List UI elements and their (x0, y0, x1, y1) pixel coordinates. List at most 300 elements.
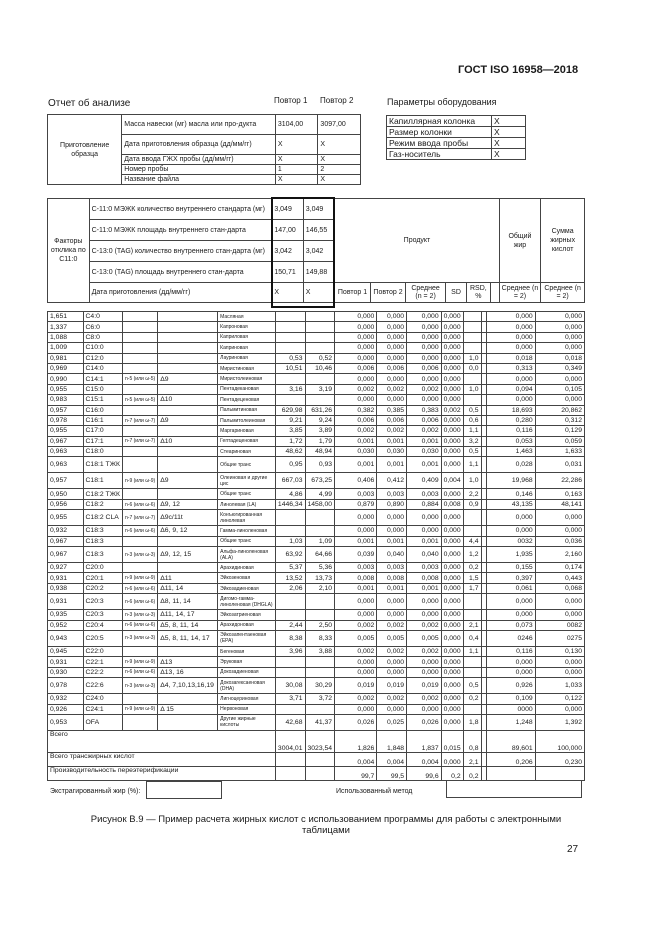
fatty-acid-code: C20:2 (83, 583, 123, 593)
result-rsd: 0,2 (463, 563, 481, 573)
table-row (48, 547, 585, 563)
result-r2: 0,002 (377, 384, 407, 394)
fatty-acid-code: C6:0 (83, 322, 123, 332)
result-r1: 0,002 (335, 426, 377, 436)
area-r2 (305, 704, 335, 714)
result-avg: 0,026 (407, 714, 442, 730)
result-r1: 0,001 (335, 536, 377, 546)
area-r1 (275, 610, 305, 620)
result-avg: 0,002 (407, 384, 442, 394)
response-factor: 0,938 (48, 583, 84, 593)
result-r2: 0,000 (377, 322, 407, 332)
result-rsd: 1,1 (463, 426, 481, 436)
sum-fa: 2,160 (535, 547, 584, 563)
sample-row-label: Дата ввода ГЖХ пробы (дд/мм/гг) (122, 155, 276, 165)
table-row (48, 395, 585, 405)
factor-row-label: С-11:0 МЭЖК количество внутреннего стандарта (мг) (89, 199, 272, 220)
response-factor: 0,990 (48, 374, 84, 384)
response-factor: 0,981 (48, 353, 84, 363)
result-sd: 0,000 (441, 322, 463, 332)
factor-row-v2: X (303, 283, 334, 303)
result-rsd (463, 704, 481, 714)
total-fat: 0,116 (486, 646, 535, 656)
total-sf (535, 766, 584, 780)
area-r2: 0,93 (305, 457, 335, 473)
total-rsd: 0,8 (463, 730, 481, 752)
result-r2: 0,890 (377, 499, 407, 509)
total-label: Всего трансжирных кислот (48, 752, 276, 766)
equipment-row-value: X (492, 149, 526, 160)
total-sd: 0,2 (441, 766, 463, 780)
method-input[interactable] (446, 780, 582, 798)
area-r2: 631,26 (305, 405, 335, 415)
area-r2: 2,50 (305, 620, 335, 630)
total-sd: 0,000 (441, 752, 463, 766)
result-sd: 0,002 (441, 405, 463, 415)
sum-fa: 0,036 (535, 536, 584, 546)
result-avg: 0,040 (407, 547, 442, 563)
sum-fa: 0,000 (535, 312, 584, 322)
area-r1 (275, 374, 305, 384)
sum-fa: 0,000 (535, 510, 584, 526)
fatty-acid-code: C20:5 (83, 630, 123, 646)
area-r1 (275, 594, 305, 610)
table-row (48, 510, 585, 526)
equipment-row-value: X (492, 116, 526, 127)
sum-fa: 0,000 (535, 704, 584, 714)
result-r1: 0,001 (335, 436, 377, 446)
fatty-acid-name: Докозадиеновая (218, 667, 276, 677)
total-a1 (275, 752, 305, 766)
sample-row-label: Название файла (122, 175, 276, 185)
result-rsd: 0,0 (463, 363, 481, 373)
table-row (48, 526, 585, 536)
result-sd: 0,000 (441, 436, 463, 446)
total-fat: 0,116 (486, 426, 535, 436)
table-row (48, 646, 585, 656)
fatty-acid-name: Эйкозатриеновая (218, 610, 276, 620)
factor-row-label: С-13:0 (TAG) площадь внутреннего стан-дарта (89, 262, 272, 283)
table-row (48, 426, 585, 436)
result-rsd: 0,5 (463, 678, 481, 694)
response-factor: 0,932 (48, 526, 84, 536)
result-rsd: 0,5 (463, 447, 481, 457)
result-avg: 0,002 (407, 620, 442, 630)
response-factor: 0,932 (48, 694, 84, 704)
fatty-acid-code: C24:0 (83, 694, 123, 704)
result-sd: 0,000 (441, 657, 463, 667)
area-r2: 9,24 (305, 415, 335, 425)
area-r2 (305, 526, 335, 536)
fatty-acid-code: C20:1 (83, 573, 123, 583)
response-factor: 0,957 (48, 473, 84, 489)
result-avg: 0,000 (407, 594, 442, 610)
sum-fa: 0,068 (535, 583, 584, 593)
result-avg: 0,001 (407, 436, 442, 446)
result-avg: 0,001 (407, 457, 442, 473)
result-rsd: 1,0 (463, 473, 481, 489)
table-row (48, 536, 585, 546)
sum-fa: 0,129 (535, 426, 584, 436)
omega-class (123, 457, 158, 473)
total-av: 99,6 (407, 766, 442, 780)
result-r2: 0,019 (377, 678, 407, 694)
factor-row-v2: 149,88 (303, 262, 334, 283)
result-r1: 0,006 (335, 363, 377, 373)
table-row (48, 312, 585, 322)
fatty-acid-name: Эруковая (218, 657, 276, 667)
total-fat: 0,094 (486, 384, 535, 394)
table-row (48, 610, 585, 620)
fatty-acid-code: C22:0 (83, 646, 123, 656)
result-r2: 0,001 (377, 583, 407, 593)
fatty-acid-code: C18:2 ТЖК (83, 489, 123, 499)
table-row (48, 583, 585, 593)
equipment-row-label: Размер колонки (387, 127, 492, 138)
area-r2: 673,25 (305, 473, 335, 489)
result-sd: 0,004 (441, 473, 463, 489)
sample-row-v1: 3104,00 (275, 115, 318, 135)
result-avg: 0,003 (407, 489, 442, 499)
result-r2: 0,000 (377, 657, 407, 667)
total-fat: 0,000 (486, 657, 535, 667)
area-r2: 3,88 (305, 646, 335, 656)
result-avg: 0,000 (407, 526, 442, 536)
result-sd: 0,000 (441, 332, 463, 342)
table-row (48, 353, 585, 363)
area-r1: 3,71 (275, 694, 305, 704)
table-row (48, 694, 585, 704)
fatty-acid-name: Бегеновая (218, 646, 276, 656)
area-r2: 1458,00 (305, 499, 335, 509)
area-r1 (275, 667, 305, 677)
area-r2: 10,46 (305, 363, 335, 373)
extracted-fat-input[interactable] (146, 781, 222, 799)
delta-position: Δ11 (158, 573, 218, 583)
result-r2: 0,006 (377, 363, 407, 373)
delta-position: Δ9с/11t (158, 510, 218, 526)
result-r2: 0,001 (377, 536, 407, 546)
delta-position (158, 489, 218, 499)
result-r1: 0,879 (335, 499, 377, 509)
delta-position: Δ13, 16 (158, 667, 218, 677)
result-sd: 0,000 (441, 704, 463, 714)
delta-position: Δ9 (158, 473, 218, 489)
area-r1 (275, 510, 305, 526)
result-r1: 0,019 (335, 678, 377, 694)
omega-class: n-6 (или ω-6) (123, 667, 158, 677)
omega-class (123, 363, 158, 373)
area-r2 (305, 322, 335, 332)
area-r1 (275, 657, 305, 667)
area-r2 (305, 610, 335, 620)
response-factor: 0,957 (48, 405, 84, 415)
result-r2: 0,000 (377, 332, 407, 342)
sum-fa: 0,000 (535, 526, 584, 536)
result-sd: 0,000 (441, 563, 463, 573)
area-r1: 10,51 (275, 363, 305, 373)
table-row (48, 374, 585, 384)
total-a2: 3023,54 (305, 730, 335, 752)
delta-position (158, 536, 218, 546)
total-fat: 0000 (486, 704, 535, 714)
omega-class: n-5 (или ω-5) (123, 374, 158, 384)
total-a1: 3004,01 (275, 730, 305, 752)
delta-position (158, 694, 218, 704)
result-sd: 0,000 (441, 415, 463, 425)
omega-class: n-7 (или ω-7) (123, 415, 158, 425)
table-row (48, 332, 585, 342)
fatty-acid-code: C18:3 (83, 536, 123, 546)
response-factor: 0,956 (48, 499, 84, 509)
response-factor: 0,963 (48, 457, 84, 473)
omega-class: n-3 (или ω-3) (123, 678, 158, 694)
response-factor: 0,955 (48, 510, 84, 526)
factor-row-v1: 150,71 (272, 262, 303, 283)
result-r2: 0,002 (377, 620, 407, 630)
result-r2: 0,000 (377, 312, 407, 322)
sample-row-v1: 1 (275, 165, 318, 175)
result-avg: 0,005 (407, 630, 442, 646)
total-rsd: 2,1 (463, 752, 481, 766)
result-r1: 0,002 (335, 620, 377, 630)
table-row (48, 620, 585, 630)
result-rsd: 1,0 (463, 384, 481, 394)
table-row (48, 678, 585, 694)
omega-class: n-6 (или ω-6) (123, 499, 158, 509)
area-r1: 1,72 (275, 436, 305, 446)
response-factor: 0,952 (48, 620, 84, 630)
result-r1: 0,382 (335, 405, 377, 415)
fatty-acid-name: Олеиновая и другие цис (218, 473, 276, 489)
fatty-acid-name: Миристолеиновая (218, 374, 276, 384)
omega-class: n-9 (или ω-9) (123, 573, 158, 583)
omega-class (123, 447, 158, 457)
result-avg: 0,006 (407, 363, 442, 373)
delta-position (158, 426, 218, 436)
response-factor: 0,927 (48, 563, 84, 573)
result-rsd: 0,5 (463, 405, 481, 415)
result-sd: 0,000 (441, 678, 463, 694)
equipment-table (386, 115, 526, 160)
delta-position: Δ5, 8, 11, 14 (158, 620, 218, 630)
table-row (48, 667, 585, 677)
result-sd: 0,000 (441, 536, 463, 546)
area-r1: 13,52 (275, 573, 305, 583)
area-r1: 9,21 (275, 415, 305, 425)
sum-fa: 22,286 (535, 473, 584, 489)
fatty-acid-code: C22:6 (83, 678, 123, 694)
omega-class: n-7 (или ω-7) (123, 436, 158, 446)
total-fat: 1,463 (486, 447, 535, 457)
fatty-acid-code: C22:1 (83, 657, 123, 667)
total-fat: 0,000 (486, 374, 535, 384)
omega-class: n-6 (или ω-6) (123, 594, 158, 610)
omega-class (123, 426, 158, 436)
result-r1: 0,006 (335, 415, 377, 425)
delta-position: Δ11, 14, 17 (158, 610, 218, 620)
total-sd: 0,015 (441, 730, 463, 752)
total-fat: 0,313 (486, 363, 535, 373)
result-r2: 0,001 (377, 436, 407, 446)
result-avg: 0,000 (407, 343, 442, 353)
result-avg: 0,000 (407, 704, 442, 714)
delta-position (158, 312, 218, 322)
sum-fa: 0,130 (535, 646, 584, 656)
fatty-acid-code: C15:1 (83, 395, 123, 405)
sample-row-label: Дата приготовления образца (дд/мм/гг) (122, 135, 276, 155)
fatty-acid-name: Пальмитолеиновая (218, 415, 276, 425)
factor-row-label: С-13:0 (TAG) количество внутреннего стан-дарта (мг) (89, 241, 272, 262)
equipment-row-label: Капиллярная колонка (387, 116, 492, 127)
factor-row-label: Дата приготовления (дд/мм/гг) (89, 283, 272, 303)
area-r1: 2,44 (275, 620, 305, 630)
delta-position: Δ11, 14 (158, 583, 218, 593)
sample-row-v2: X (318, 175, 361, 185)
fatty-acid-name: Пентадеценовая (218, 395, 276, 405)
table-row (48, 457, 585, 473)
fatty-acid-name: Капроновая (218, 322, 276, 332)
result-r1: 0,030 (335, 447, 377, 457)
response-factor: 0,967 (48, 436, 84, 446)
fatty-acid-name: Лигноцериновая (218, 694, 276, 704)
total-row (48, 730, 585, 752)
fatty-acid-code: C17:1 (83, 436, 123, 446)
response-factor: 0,955 (48, 426, 84, 436)
delta-position: Δ5, 8, 11, 14, 17 (158, 630, 218, 646)
result-rsd: 0,9 (463, 499, 481, 509)
area-r2 (305, 510, 335, 526)
area-r1: 0,95 (275, 457, 305, 473)
area-r1 (275, 704, 305, 714)
response-factor: 0,978 (48, 415, 84, 425)
area-r2: 0,52 (305, 353, 335, 363)
table-row (48, 657, 585, 667)
total-r1: 1,826 (335, 730, 377, 752)
area-r2: 3,72 (305, 694, 335, 704)
total-fat: 0,000 (486, 526, 535, 536)
area-r2 (305, 312, 335, 322)
table-row (48, 499, 585, 509)
area-r2 (305, 667, 335, 677)
area-r1 (275, 332, 305, 342)
sum-fa-header: Сумма жирных кислот (541, 199, 585, 283)
fatty-acid-name: Эйкозадиеновая (218, 583, 276, 593)
delta-position: Δ9 (158, 415, 218, 425)
result-r1: 0,000 (335, 322, 377, 332)
result-r2: 0,000 (377, 610, 407, 620)
result-sd: 0,000 (441, 312, 463, 322)
result-r1: 0,406 (335, 473, 377, 489)
factor-row-v2: 3,049 (303, 199, 334, 220)
fatty-acid-code: C18:0 (83, 447, 123, 457)
figure-caption: Рисунок В.9 — Пример расчета жирных кислот с использованием программы для работы с электронными таблицами (90, 814, 562, 836)
sample-row-v2: X (318, 135, 361, 155)
area-r2 (305, 395, 335, 405)
omega-class: n-9 (или ω-9) (123, 657, 158, 667)
result-sd: 0,000 (441, 384, 463, 394)
sum-fa: 1,633 (535, 447, 584, 457)
response-factor: 1,088 (48, 332, 84, 342)
result-r1: 0,003 (335, 563, 377, 573)
result-avg: 0,000 (407, 395, 442, 405)
response-factor: 1,337 (48, 322, 84, 332)
result-sd: 0,000 (441, 547, 463, 563)
equipment-title: Параметры оборудования (387, 97, 497, 107)
result-r2: 0,008 (377, 573, 407, 583)
sample-row-v1: X (275, 175, 318, 185)
fatty-acid-code: C18:3 (83, 526, 123, 536)
total-a1 (275, 766, 305, 780)
response-factor: 0,950 (48, 489, 84, 499)
result-sd: 0,000 (441, 610, 463, 620)
omega-class: n-3 (или ω-3) (123, 610, 158, 620)
delta-position (158, 332, 218, 342)
delta-position: Δ6, 9, 12 (158, 526, 218, 536)
area-r1: 63,92 (275, 547, 305, 563)
area-r1: 30,08 (275, 678, 305, 694)
result-rsd (463, 657, 481, 667)
omega-class: n-9 (или ω-9) (123, 704, 158, 714)
col-average-total: Среднее (n = 2) (499, 283, 541, 303)
result-r1: 0,005 (335, 630, 377, 646)
area-r2: 3,89 (305, 426, 335, 436)
result-r1: 0,000 (335, 526, 377, 536)
sum-fa: 1,392 (535, 714, 584, 730)
factor-row-v1: 147,00 (272, 220, 303, 241)
result-rsd (463, 374, 481, 384)
result-rsd: 0,6 (463, 415, 481, 425)
total-tf: 0,206 (486, 752, 535, 766)
sum-fa: 0,000 (535, 657, 584, 667)
omega-class: n-5 (или ω-5) (123, 395, 158, 405)
result-avg: 0,000 (407, 610, 442, 620)
sum-fa: 0,174 (535, 563, 584, 573)
result-sd: 0,000 (441, 694, 463, 704)
sum-fa: 0,000 (535, 322, 584, 332)
response-factor: 0,978 (48, 678, 84, 694)
result-r1: 0,002 (335, 646, 377, 656)
result-avg: 0,000 (407, 657, 442, 667)
result-r2: 0,000 (377, 374, 407, 384)
sum-fa: 0,163 (535, 489, 584, 499)
result-sd: 0,000 (441, 447, 463, 457)
result-r2: 0,001 (377, 457, 407, 473)
area-r2 (305, 594, 335, 610)
report-title: Отчет об анализе (48, 98, 131, 109)
area-r1: 3,16 (275, 384, 305, 394)
sum-fa: 0,000 (535, 594, 584, 610)
sum-fa: 0,312 (535, 415, 584, 425)
area-r2 (305, 374, 335, 384)
result-avg: 0,000 (407, 353, 442, 363)
omega-class (123, 343, 158, 353)
result-avg: 0,008 (407, 573, 442, 583)
total-av: 1,837 (407, 730, 442, 752)
total-fat: 0,000 (486, 332, 535, 342)
result-avg: 0,383 (407, 405, 442, 415)
result-sd: 0,000 (441, 620, 463, 630)
area-r2: 5,36 (305, 563, 335, 573)
table-row (48, 436, 585, 446)
fatty-acid-name: Дигомо-гамма-линоленовая (DHGLA) (218, 594, 276, 610)
product-header: Продукт (335, 199, 499, 283)
result-avg: 0,000 (407, 312, 442, 322)
area-r1: 2,06 (275, 583, 305, 593)
factor-row-v2: 3,042 (303, 241, 334, 262)
result-rsd (463, 322, 481, 332)
result-r1: 0,000 (335, 510, 377, 526)
